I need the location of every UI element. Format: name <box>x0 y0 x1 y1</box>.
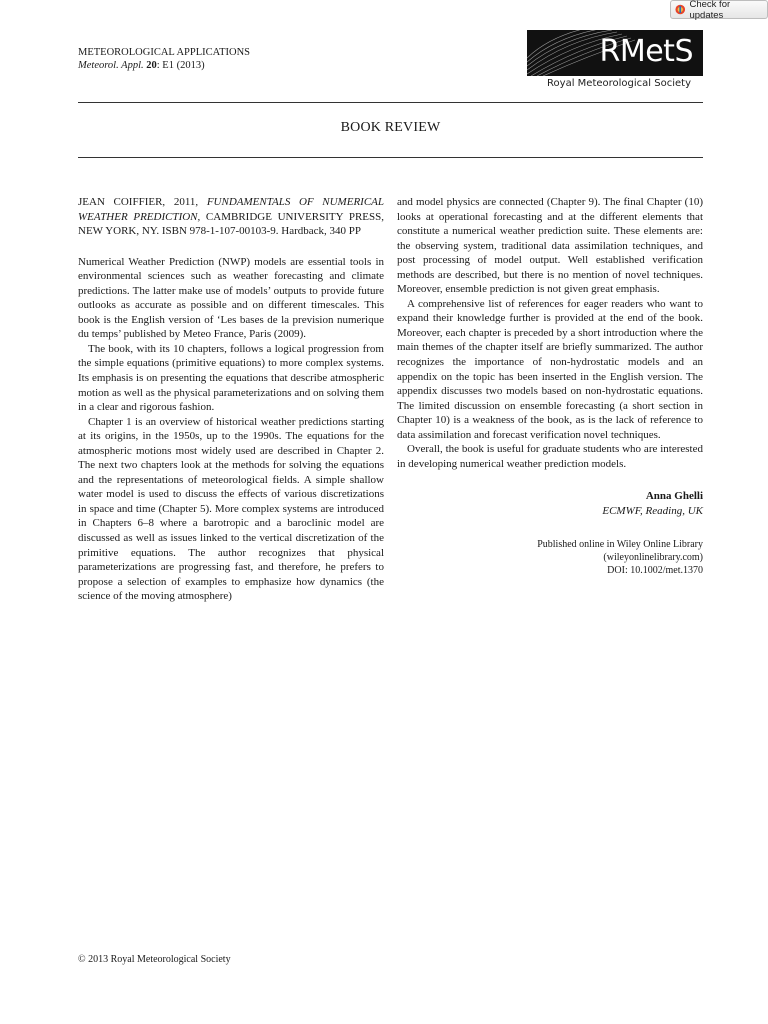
reviewer-affiliation: ECMWF, Reading, UK <box>602 504 703 517</box>
paragraph-5: Overall, the book is useful for graduate students who are interested in developing numerical weather prediction models. <box>397 443 703 470</box>
publication-line-1: Published online in Wiley Online Library <box>537 539 703 551</box>
doi: DOI: 10.1002/met.1370 <box>607 565 703 577</box>
citation-abbrev: Meteorol. Appl. <box>78 60 144 71</box>
right-column <box>397 195 703 577</box>
logo-society-name: Royal Meteorological Society <box>547 78 691 89</box>
citation-rest: : E1 (2013) <box>156 60 205 71</box>
publication-info <box>397 538 703 577</box>
check-for-updates-label: Check for updates <box>689 0 731 21</box>
title-rule <box>78 157 703 158</box>
reference-publisher: CAMBRIDGE UNIVERSITY PRESS, NEW YORK, NY. ISBN 978-1-107-00103-9. Hardback, 340 PP <box>78 210 384 238</box>
paragraph-4: A comprehensive list of references for eager readers who want to expand their knowledge further is provided at the end of the book. Moreover, each chapter is preceded by a short introduction where the main themes of the chapter itself are briefly summarized. The author recognizes the importance of non-hydrostatic models and an appendix on the topic has been inserted in the English version. The appendix discusses two models based on non-hydrostatic equations. The limited discussion on ensemble forecasting (a short section in Chapter 10) is a weakness of the book, as is the lack of reference to data assimilation and forecast verification novel techniques. <box>397 297 703 441</box>
logo-box <box>527 30 703 76</box>
journal-name: METEOROLOGICAL APPLICATIONS <box>78 47 250 58</box>
paragraph-1: Numerical Weather Prediction (NWP) models are essential tools in environmental sciences such as weather forecasting and climate predictions. The latter make use of models’ outputs to provide future outlooks as accurate as possible and on different timescales. This book is the English version of ‘Les bases de la prevision numerique du temps’ published by Meteo France, Paris (2009). <box>78 255 384 341</box>
citation-volume: 20 <box>146 60 157 71</box>
logo-mark: RMetS <box>599 34 693 69</box>
check-for-updates-button[interactable] <box>670 0 768 19</box>
journal-citation <box>78 59 250 72</box>
reviewer-signature <box>397 489 703 518</box>
paragraph-3-continued: and model physics are connected (Chapter 9). The final Chapter (10) looks at operational forecasting and at the different elements that constitute a numerical weather prediction suite. These elements are: the observing system, traditional data assimilation techniques, and post processing of model output. Well established verification methods are described, but there is no mention of novel techniques. Moreover, ensemble prediction is not given great emphasis. <box>397 196 703 296</box>
rmets-logo <box>527 30 703 92</box>
paragraph-3: Chapter 1 is an overview of historical weather predictions starting at its origins, in the 1950s, up to the 1990s. The equations for the atmospheric motions most widely used are described in Chapter 2. The next two chapters look at the methods for solving the equations and the representations of meteorological fields. A simple shallow water model is used to discuss the effects of various discretizations in space and time (Chapter 5). More complex systems are introduced in Chapters 6–8 where a barotropic and a baroclinic model are discussed as well as issues linked to the vertical discretization of the primitive equations. The author recognizes that physical parameterizations are progressing fast, and therefore, he prefers to propose a selection of examples to emphasize how dynamics (the science of the moving atmosphere) <box>78 415 384 603</box>
journal-header <box>78 46 250 72</box>
section-title: BOOK REVIEW <box>340 120 441 135</box>
left-column <box>78 195 384 604</box>
paragraph-2: The book, with its 10 chapters, follows a logical progression from the simple equations (primitive equations) to more complex systems. Its emphasis is on presenting the equations that describe atmospheric motion as well as the physical parameterizations and on solving them in a clear and rigorous fashion. <box>78 342 384 414</box>
header-rule <box>78 102 703 103</box>
reference-author: JEAN COIFFIER, 2011, <box>78 196 207 208</box>
publication-line-2: (wileyonlinelibrary.com) <box>603 552 703 564</box>
reviewer-name: Anna Ghelli <box>645 490 703 503</box>
book-reference <box>78 195 384 239</box>
footer-copyright: © 2013 Royal Meteorological Society <box>78 954 231 965</box>
crossmark-icon <box>675 4 685 15</box>
reference-title: FUNDAMENTALS OF NUMERICAL WEATHER PREDICTION, <box>78 196 384 223</box>
